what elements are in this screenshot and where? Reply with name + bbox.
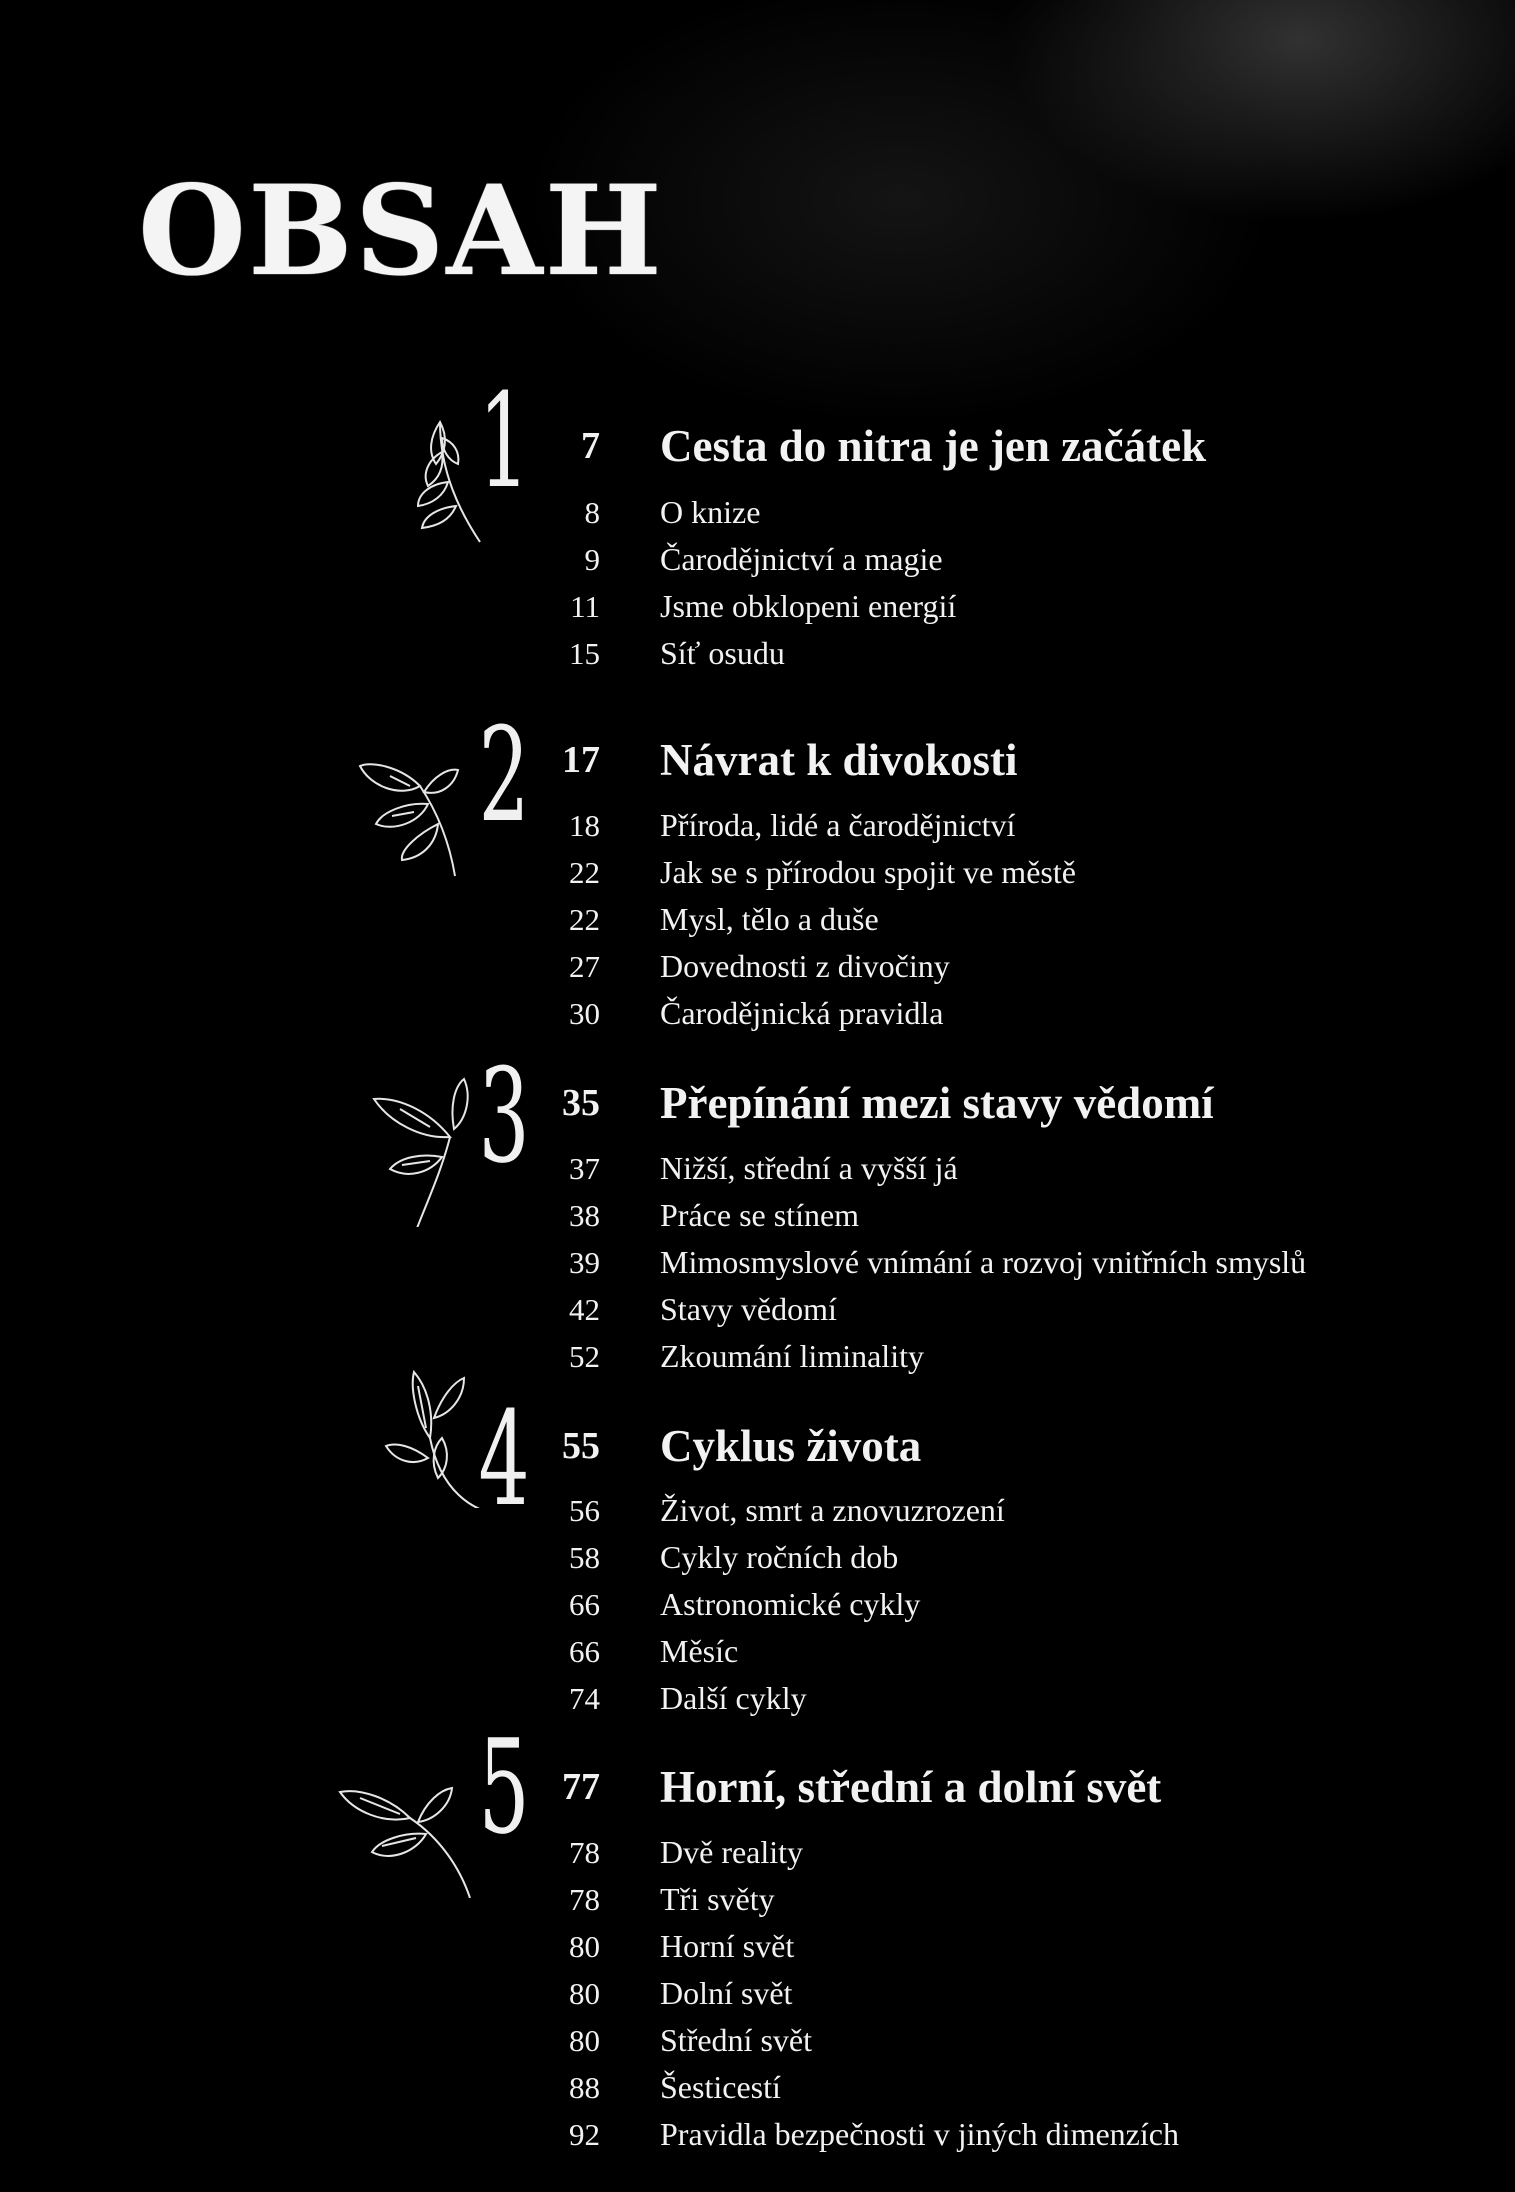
toc-entry[interactable] [0,849,1515,896]
toc-entry[interactable] [0,1239,1515,1286]
toc-entry[interactable] [0,1286,1515,1333]
entry-label: Astronomické cykly [660,1586,921,1622]
page-number: 80 [569,1929,600,1964]
toc-entry[interactable] [0,802,1515,849]
chapter-number: 2 [478,699,530,851]
page-number: 17 [562,739,600,781]
page-number: 27 [569,949,600,984]
toc-entry[interactable] [0,1487,1515,1534]
chapter-heading: Horní, střední a dolní svět [660,1762,1162,1812]
toc-entry[interactable] [0,1970,1515,2017]
entry-label: Příroda, lidé a čarodějnictví [660,807,1016,843]
toc-entry[interactable] [0,1145,1515,1192]
entry-label: Čarodějnictví a magie [660,541,943,577]
chapter-heading: Cesta do nitra je jen začátek [660,421,1207,471]
entry-label: Horní svět [660,1928,795,1964]
page-number: 7 [581,425,600,467]
entry-label: Jsme obklopeni energií [660,588,957,624]
toc-entry[interactable] [0,896,1515,943]
chapter-heading: Cyklus života [660,1421,922,1471]
page-number: 52 [569,1339,600,1374]
toc-entry[interactable] [0,1876,1515,1923]
chapter-heading: Přepínání mezi stavy vědomí [660,1078,1214,1128]
toc-entry[interactable] [0,943,1515,990]
entry-label: Život, smrt a znovuzrození [660,1492,1005,1528]
chapter-heading: Návrat k divokosti [660,735,1018,785]
page-number: 74 [569,1681,600,1716]
page-number: 18 [569,808,600,843]
page-number: 22 [569,855,600,890]
entry-label: Jak se s přírodou spojit ve městě [660,854,1076,890]
page-number: 35 [562,1082,600,1124]
page-number: 56 [569,1493,600,1528]
toc-entry[interactable] [0,536,1515,583]
page-number: 66 [569,1587,600,1622]
chapter-heading-row[interactable] [0,1762,1515,1814]
entry-label: Síť osudu [660,635,785,671]
toc-entry[interactable] [0,2017,1515,2064]
toc-entry[interactable] [0,489,1515,536]
entry-label: Šesticestí [660,2069,781,2105]
page-number: 15 [569,636,600,671]
toc-entry[interactable] [0,1628,1515,1675]
page-number: 37 [569,1151,600,1186]
toc-entry[interactable] [0,2064,1515,2111]
page-number: 92 [569,2117,600,2152]
page-number: 11 [570,589,600,624]
page-number: 66 [569,1634,600,1669]
toc-entry[interactable] [0,1829,1515,1876]
page-number: 22 [569,902,600,937]
page-number: 39 [569,1245,600,1280]
entry-label: Střední svět [660,2022,812,2058]
entry-label: Nižší, střední a vyšší já [660,1150,958,1186]
chapter-heading-row[interactable] [0,1078,1515,1130]
chapter-heading-row[interactable] [0,421,1515,473]
page-number: 78 [569,1882,600,1917]
toc-entry[interactable] [0,630,1515,677]
entry-label: Dolní svět [660,1975,793,2011]
toc-entry[interactable] [0,990,1515,1037]
chapter-number: 4 [478,1383,530,1535]
page-number: 9 [584,542,600,577]
chapter-number: 1 [478,365,530,517]
page-number: 80 [569,1976,600,2011]
page-number: 77 [562,1766,600,1808]
entry-label: Zkoumání liminality [660,1338,924,1374]
chapter-number: 3 [478,1040,530,1192]
toc-entry[interactable] [0,2111,1515,2158]
chapter-heading-row[interactable] [0,1421,1515,1473]
entry-label: Další cykly [660,1680,807,1716]
page-number: 80 [569,2023,600,2058]
toc-entry[interactable] [0,1333,1515,1380]
entry-label: Práce se stínem [660,1197,860,1233]
entry-label: Čarodějnická pravidla [660,995,944,1031]
toc-entry[interactable] [0,1192,1515,1239]
page-title: OBSAH [138,159,664,304]
toc-entry[interactable] [0,1534,1515,1581]
page-number: 55 [562,1425,600,1467]
entry-label: Cykly ročních dob [660,1539,899,1575]
toc-entry[interactable] [0,1923,1515,1970]
chapter-number: 5 [478,1711,530,1863]
page-number: 78 [569,1835,600,1870]
toc-entry[interactable] [0,583,1515,630]
entry-label: Mysl, tělo a duše [660,901,879,937]
page-number: 58 [569,1540,600,1575]
page-number: 38 [569,1198,600,1233]
page-number: 8 [584,495,600,530]
page-number: 42 [569,1292,600,1327]
page-number: 30 [569,996,600,1031]
toc-entry[interactable] [0,1675,1515,1722]
entry-label: Mimosmyslové vnímání a rozvoj vnitřních smyslů [660,1244,1307,1280]
entry-label: Pravidla bezpečnosti v jiných dimenzích [660,2116,1179,2152]
entry-label: Dovednosti z divočiny [660,948,950,984]
entry-label: Tři světy [660,1881,775,1917]
toc-entry[interactable] [0,1581,1515,1628]
entry-label: O knize [660,494,761,530]
entry-label: Měsíc [660,1633,739,1669]
chapter-heading-row[interactable] [0,735,1515,787]
entry-label: Dvě reality [660,1834,804,1870]
entry-label: Stavy vědomí [660,1291,837,1327]
page-number: 88 [569,2070,600,2105]
